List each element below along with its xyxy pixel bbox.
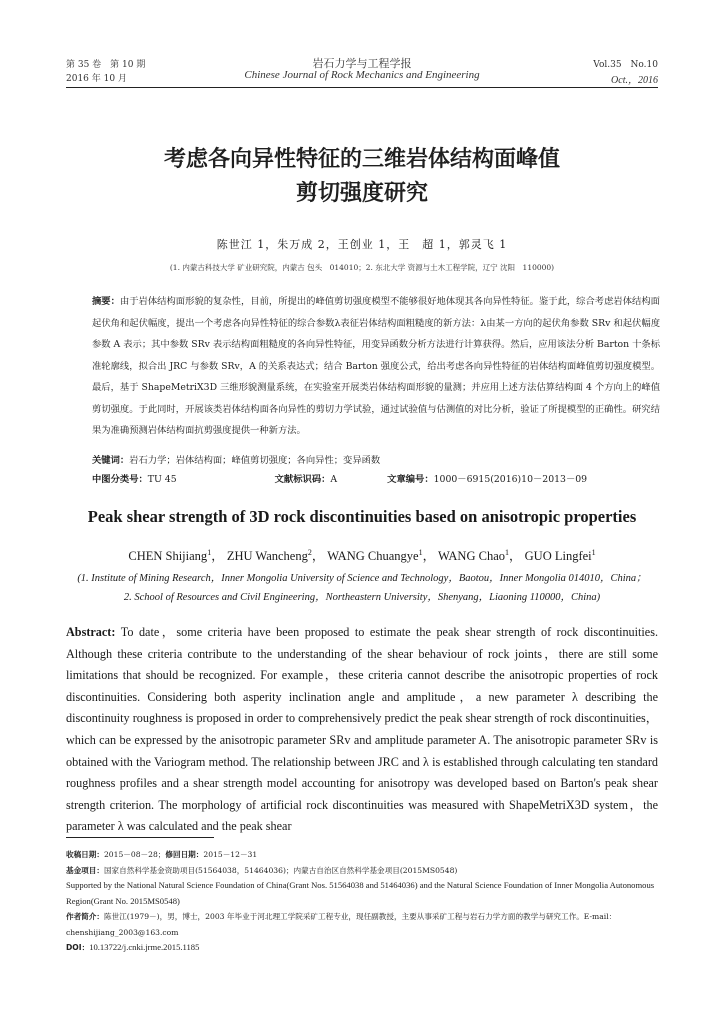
classification-line xyxy=(92,469,660,491)
author-en-3-sup: 1 xyxy=(418,547,423,557)
author-bio-label: 作者简介： xyxy=(66,912,104,921)
doi-value: 10.13722/j.cnki.jrme.2015.1185 xyxy=(89,942,200,952)
affiliations-cn: (1. 内蒙古科技大学 矿业研究院，内蒙古 包头 014010；2. 东北大学 资源与土木工程学院，辽宁 沈阳 110000) xyxy=(169,263,555,272)
abstract-cn-text: 由于岩体结构面形貌的复杂性，目前，所提出的峰值剪切强度模型不能够很好地体现其各向异性特征。鉴于此，综合考虑岩体结构面起伏角和起伏幅度，提出一个考虑各向异性特征的综合参数λ表征岩体结构面粗糙度的新方法：λ由某一方向的起伏角参数 SRv 和起伏幅度参数 A 表示；其中参数 SRv 表示结构面粗糙度的各向异性特征，用变异函数分析方法进行计算获得。然后，应用该法分析 Barton 十条标准轮廓线，拟合出 JRC 与参数 SRv，A 的关系表达式；结合 Barton 强度公式，给出考虑各向异性特征的岩体结构面峰值剪切强度模型。最后，基于 ShapeMetriX3D 三维形貌测量系统，在实验室开展类岩体结构面形貌的量测；并应用上述方法估算结构面 4 个方向上的峰值剪切强度。于此同时，开展该类岩体结构面各向异性的剪切力学试验，通过试验值与估测值的对比分析，验证了所提模型的正确性。研究结果为准确预测岩体结构面抗剪强度提供一种新方法。 xyxy=(92,296,660,436)
footnote-rule xyxy=(66,837,214,838)
footnotes xyxy=(66,847,660,956)
author-en-4: WANG Chao xyxy=(437,549,505,563)
title-cn-line2: 剪切强度研究 xyxy=(295,181,428,206)
author-en-4-sup: 1 xyxy=(505,547,509,557)
volume-issue-cn: 第 35 卷 第 10 期 xyxy=(66,60,146,70)
date-en: Oct.，2016 xyxy=(611,75,658,86)
doi-line xyxy=(66,940,660,956)
abstract-en-text: To date，some criteria have been proposed to estimate the peak shear strength of rock discontinuities. Although these criteria contribute to the understanding of the shear behaviour of rock joints，there are still some limitations that should be recognized. For example，these criteria cannot describe the anisotropic properties of rock discontinuities. Considering both asperity inclination angle and amplitude，a new parameter λ describing the discontinuity roughness is proposed in order to comprehensively predict the peak shear strength of rock discontinuities，which can be expressed by the anisotropic parameter SRv and amplitude parameter A. The anisotropic parameter SRv is obtained with the Variogram method. The relationship between JRC and λ is established through calculating ten standard roughness profiles and a shear strength model accounting for anisotropy was developed based on Barton's peak shear strength criterion. The morphology of artificial rock discontinuities was measured with ShapeMetriX3D system，the parameter λ was calculated and the peak shear xyxy=(66,625,658,834)
received-label: 收稿日期： xyxy=(66,850,104,859)
authors-cn: 陈世江 1，朱万成 2，王创业 1，王 超 1，郭灵飞 1 xyxy=(216,238,508,251)
author-en-2: ZHU Wancheng xyxy=(226,549,308,563)
title-en: Peak shear strength of 3D rock discontinuities based on anisotropic properties xyxy=(87,507,637,526)
revised-label: 修回日期： xyxy=(165,850,204,859)
doc-code-value: A xyxy=(330,474,338,485)
author-bio-line xyxy=(66,909,660,940)
abstract-en xyxy=(66,622,658,838)
doi-label: DOI： xyxy=(66,943,90,952)
author-en-1-sup: 1 xyxy=(207,547,212,557)
keywords-cn-label: 关键词： xyxy=(92,455,130,466)
fund-line xyxy=(66,863,660,879)
authors-en: CHEN Shijiang$^1$， ZHU Wancheng$^2$， WANG Chuangye$^1$， WANG Chao$^1$， GUO Lingfei$^1$ xyxy=(128,547,596,563)
affiliations-en-line2: 2. School of Resources and Civil Engineering，Northeastern University，Shenyang，Liaoning 110000，China) xyxy=(123,592,601,603)
received-line xyxy=(66,847,660,863)
affiliations-en-line1: (1. Institute of Mining Research，Inner Mongolia University of Science and Technology，Baotou，Inner Mongolia 014010，China； xyxy=(77,573,647,584)
fund-label: 基金项目： xyxy=(66,865,104,875)
keywords-cn-text: 岩石力学；岩体结构面；峰值剪切强度；各向异性；变异函数 xyxy=(129,455,381,466)
revised-value: 2015－12－31 xyxy=(203,850,258,859)
author-en-1: CHEN Shijiang xyxy=(128,549,208,563)
supported-en: Supported by the National Natural Science Foundation of China(Grant Nos. 51564038 and 51464036) and the Natural Science Foundation of Inner Mongolia Autonomous Region(Grant No. 2015MS0548) xyxy=(66,880,655,906)
author-en-5: GUO Lingfei xyxy=(524,549,592,563)
journal-name-cn: 岩石力学与工程学报 xyxy=(312,57,412,70)
author-bio-value: 陈世江(1979－)，男，博士，2003 年毕业于河北理工学院采矿工程专业，现任副教授，主要从事采矿工程与岩石力学方面的教学与研究工作。E-mail：chenshijiang_2003@163.com xyxy=(66,912,617,937)
clc-value: TU 45 xyxy=(147,474,177,485)
abstract-cn-label: 摘要： xyxy=(92,296,120,307)
author-en-5-sup: 1 xyxy=(591,547,596,557)
fund-value: 国家自然科学基金资助项目(51564038，51464036)；内蒙古自治区自然科学基金项目(2015MS0548) xyxy=(103,865,458,875)
article-no-label: 文章编号： xyxy=(387,474,434,485)
date-cn: 2016 年 10 月 xyxy=(66,74,127,84)
abstract-cn xyxy=(92,291,660,442)
clc-label: 中图分类号： xyxy=(92,474,148,485)
article-no-value: 1000－6915(2016)10－2013－09 xyxy=(433,474,588,485)
doc-code-label: 文献标识码： xyxy=(274,474,331,485)
received-value: 2015－08－28； xyxy=(103,850,166,859)
title-cn-line1: 考虑各向异性特征的三维岩体结构面峰值 xyxy=(163,147,560,172)
author-en-3: WANG Chuangye xyxy=(327,549,419,563)
header-rule xyxy=(66,87,658,88)
volume-issue-en: Vol.35 No.10 xyxy=(593,60,658,70)
author-en-2-sup: 2 xyxy=(307,547,312,557)
abstract-en-label: Abstract: xyxy=(66,625,116,639)
journal-name-en: Chinese Journal of Rock Mechanics and Engineering xyxy=(244,69,480,81)
